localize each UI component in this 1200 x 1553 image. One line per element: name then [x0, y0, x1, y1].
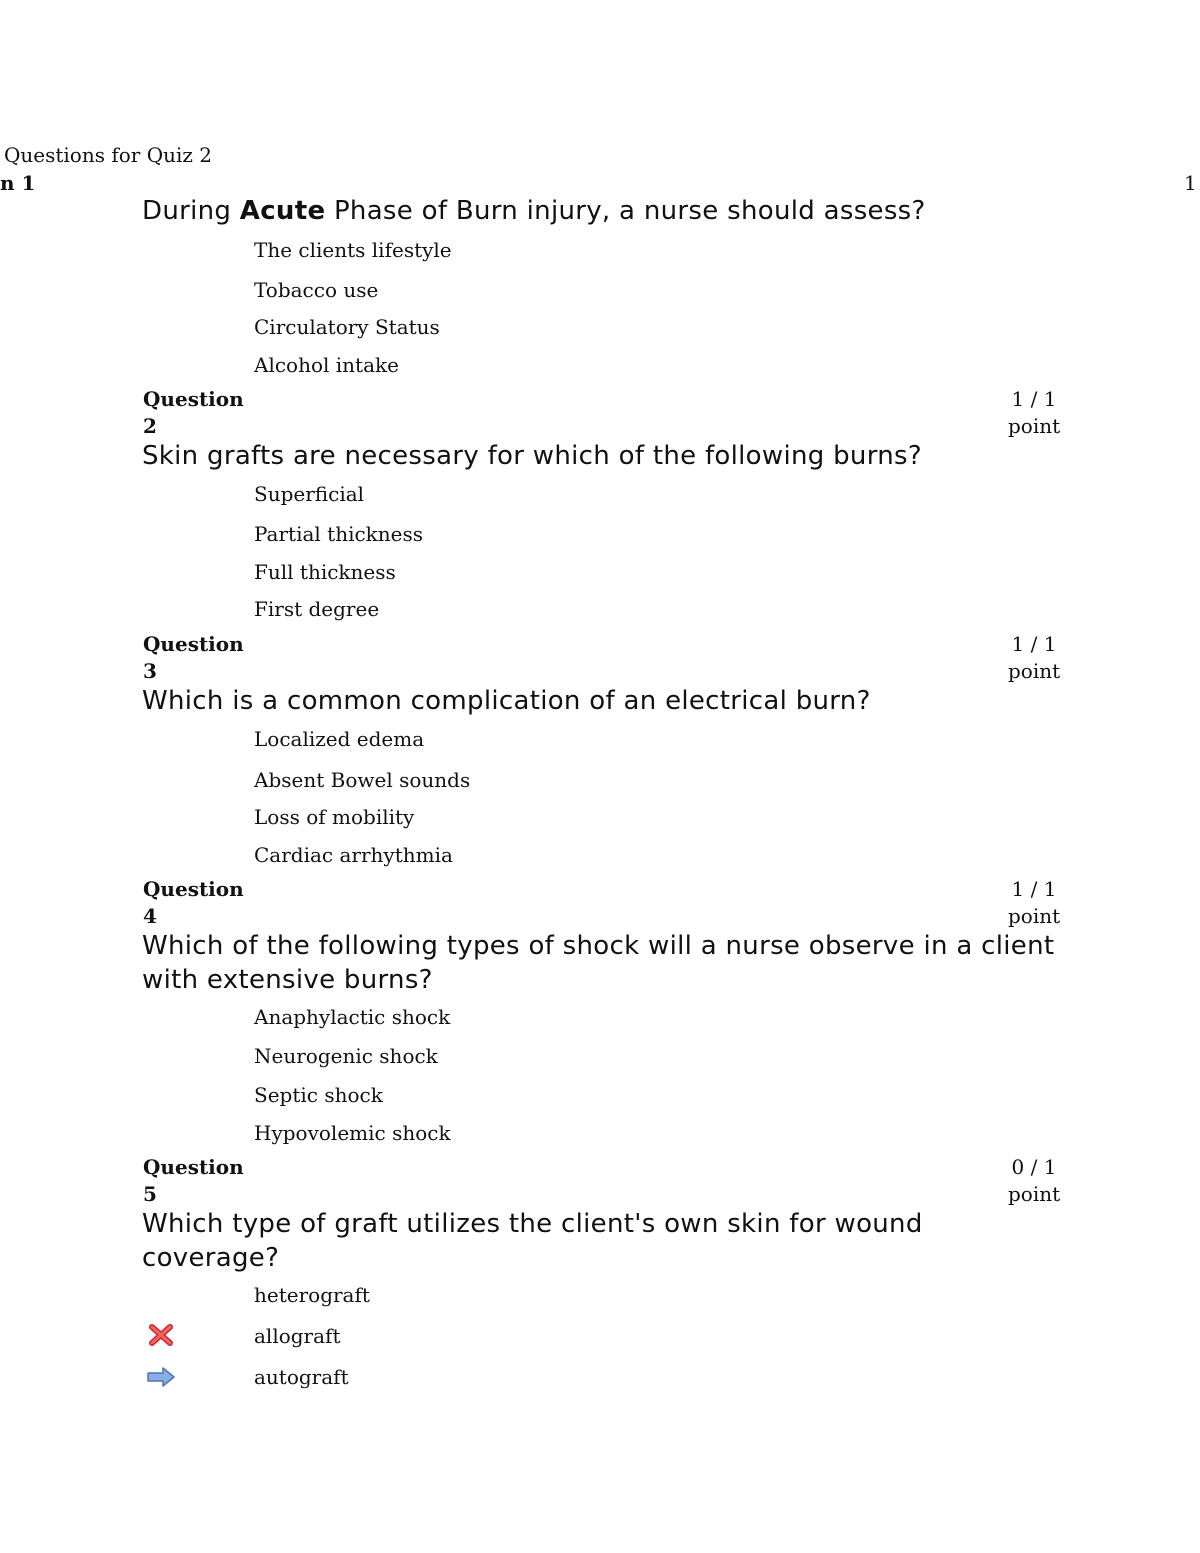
question-4-prompt: Which of the following types of shock will a nurse observe in a client with extensive burns?: [142, 931, 1055, 995]
question-5-option-1[interactable]: heterograft: [254, 1283, 370, 1307]
question-2-option-1[interactable]: Superficial: [254, 482, 365, 506]
question-1-label: n 1: [0, 171, 36, 195]
question-1-prompt-emphasis: Acute: [239, 196, 326, 226]
question-4-option-4[interactable]: Hypovolemic shock: [254, 1121, 451, 1145]
question-3-label-text: Question: [143, 632, 244, 656]
question-5-label-text: Question: [143, 1155, 244, 1179]
question-2-number: 2: [143, 414, 157, 438]
blue-arrow-icon: [147, 1365, 175, 1389]
question-3-score: [1008, 631, 1060, 685]
question-4-label-text: Question: [143, 877, 244, 901]
question-3-option-1[interactable]: Localized edema: [254, 727, 425, 751]
question-1-prompt-prefix: During: [142, 196, 240, 226]
question-4-option-1[interactable]: Anaphylactic shock: [254, 1005, 451, 1029]
question-5-label: [143, 1154, 263, 1208]
question-4-number: 4: [143, 904, 157, 928]
question-2-option-3[interactable]: Full thickness: [254, 560, 396, 584]
question-1-option-4[interactable]: Alcohol intake: [254, 353, 399, 377]
question-5-score-unit: point: [1008, 1182, 1061, 1206]
question-3-score-value: 1 / 1: [1011, 632, 1057, 656]
question-2-label: [143, 386, 263, 440]
question-4-option-2[interactable]: Neurogenic shock: [254, 1044, 438, 1068]
question-1-option-2[interactable]: Tobacco use: [254, 278, 379, 302]
question-2-prompt: Skin grafts are necessary for which of the following burns?: [142, 441, 922, 471]
question-3-label: [143, 631, 263, 685]
question-2-score-value: 1 / 1: [1011, 387, 1057, 411]
question-1-prompt: [142, 194, 1062, 228]
question-2-score-unit: point: [1008, 414, 1061, 438]
question-3-prompt: Which is a common complication of an electrical burn?: [142, 686, 871, 716]
question-5-prompt: Which type of graft utilizes the client's own skin for wound coverage?: [142, 1209, 923, 1273]
question-3-option-2[interactable]: Absent Bowel sounds: [254, 768, 471, 792]
question-4-score-unit: point: [1008, 904, 1061, 928]
question-1-prompt-suffix: Phase of Burn injury, a nurse should assess?: [325, 196, 926, 226]
question-2-score: [1008, 386, 1060, 440]
question-3-score-unit: point: [1008, 659, 1061, 683]
question-3-number: 3: [143, 659, 157, 683]
question-1-option-1[interactable]: The clients lifestyle: [254, 238, 452, 262]
question-2-option-4[interactable]: First degree: [254, 597, 380, 621]
question-5-number: 5: [143, 1182, 157, 1206]
question-4-label: [143, 876, 263, 930]
question-5-option-2[interactable]: allograft: [254, 1324, 341, 1348]
question-1-option-3[interactable]: Circulatory Status: [254, 315, 440, 339]
question-3-option-4[interactable]: Cardiac arrhythmia: [254, 843, 453, 867]
question-3-option-3[interactable]: Loss of mobility: [254, 805, 415, 829]
question-1-score: 1: [1184, 171, 1197, 195]
question-4-score: [1008, 876, 1060, 930]
question-2-option-2[interactable]: Partial thickness: [254, 522, 424, 546]
question-2-label-text: Question: [143, 387, 244, 411]
page-title: Questions for Quiz 2: [4, 143, 213, 167]
question-4-option-3[interactable]: Septic shock: [254, 1083, 383, 1107]
question-5-score-value: 0 / 1: [1011, 1155, 1057, 1179]
question-5-option-3[interactable]: autograft: [254, 1365, 349, 1389]
red-x-icon: [147, 1323, 175, 1347]
question-5-score: [1008, 1154, 1060, 1208]
question-4-score-value: 1 / 1: [1011, 877, 1057, 901]
